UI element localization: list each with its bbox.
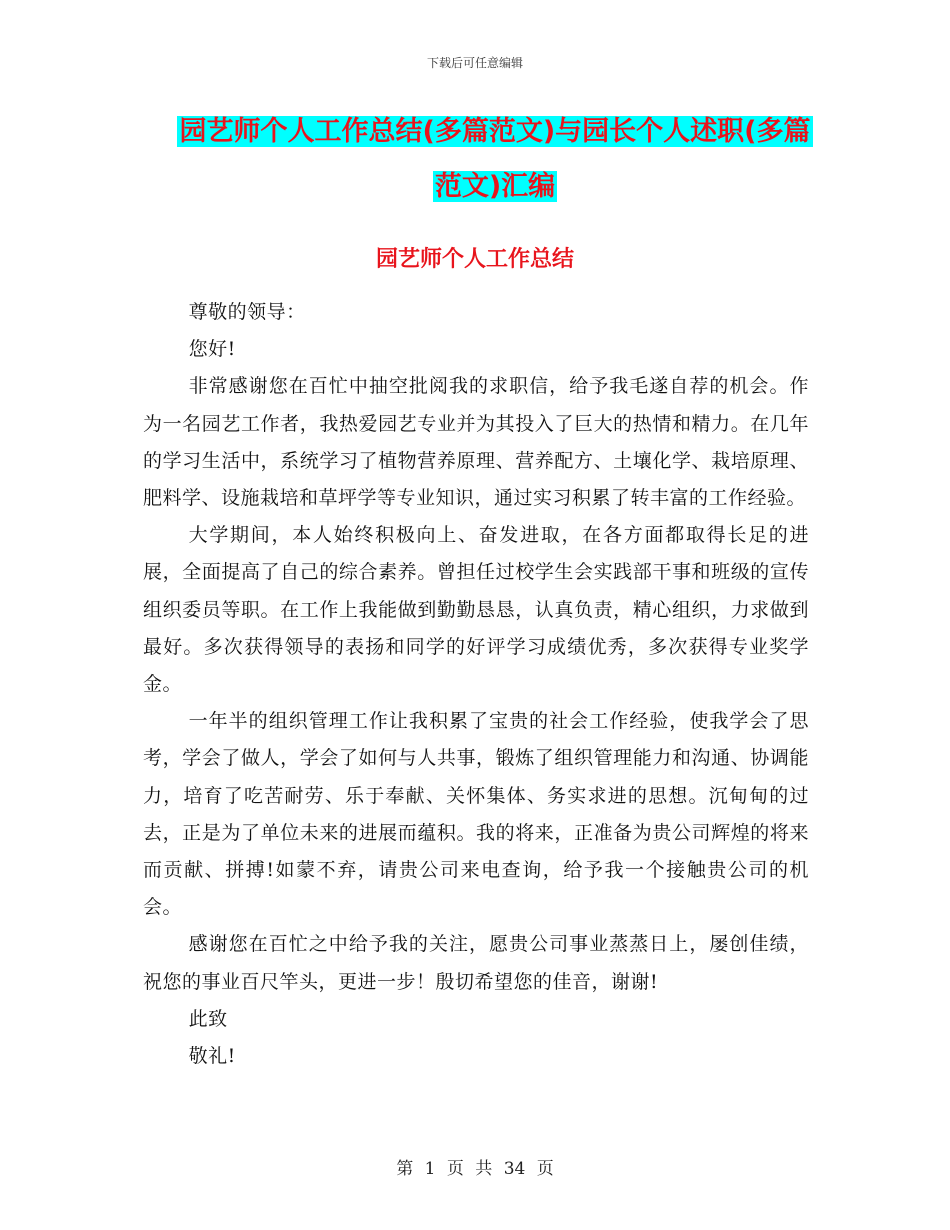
salutation: 尊敬的领导： (188, 301, 306, 323)
section-title: 园艺师个人工作总结 (375, 247, 574, 272)
closing: 此致 (188, 1007, 228, 1030)
paragraph: 非常感谢您在百忙中抽空批阅我的求职信，给予我毛遂自荐的机会。作为一名园艺工作者，我热爱园艺专业并为其投入了巨大的热情和精力。在几年的学习生活中，系统学习了植物营养原理、营养配方、土壤化学、栽培原理、肥料学、设施栽培和草坪学等专业知识，通过实习积累了转丰富的工作经验。 (143, 375, 809, 510)
greeting: 您好! (188, 338, 236, 361)
page-number-footer: 第 1 页 共 34 页 (396, 1159, 554, 1179)
paragraph: 感谢您在百忙之中给予我的关注，愿贵公司事业蒸蒸日上，屡创佳绩，祝您的事业百尺竿头，更进一步！殷切希望您的佳音，谢谢! (143, 933, 809, 993)
document-title (170, 104, 820, 214)
closing-salute: 敬礼! (188, 1045, 236, 1068)
header-note: 下载后可任意编辑 (426, 56, 523, 70)
document-title-line-1: 园艺师个人工作总结(多篇范文)与园长个人述职(多篇 (179, 116, 811, 147)
paragraph: 一年半的组织管理工作让我积累了宝贵的社会工作经验，使我学会了思考，学会了做人，学会了如何与人共事，锻炼了组织管理能力和沟通、协调能力，培育了吃苦耐劳、乐于奉献、关怀集体、务实求进的思想。沉甸甸的过去，正是为了单位未来的进展而蕴积。我的将来，正准备为贵公司辉煌的将来而贡献、拼搏!如蒙不弃，请贵公司来电查询，给予我一个接触贵公司的机会。 (143, 710, 809, 919)
document-title-line-2: 范文)汇编 (434, 171, 556, 202)
body-text (143, 294, 809, 1075)
paragraph: 大学期间，本人始终积极向上、奋发进取，在各方面都取得长足的进展，全面提高了自己的综合素养。曾担任过校学生会实践部干事和班级的宣传组织委员等职。在工作上我能做到勤勤恳恳，认真负责，精心组织，力求做到最好。多次获得领导的表扬和同学的好评学习成绩优秀，多次获得专业奖学金。 (143, 524, 809, 696)
